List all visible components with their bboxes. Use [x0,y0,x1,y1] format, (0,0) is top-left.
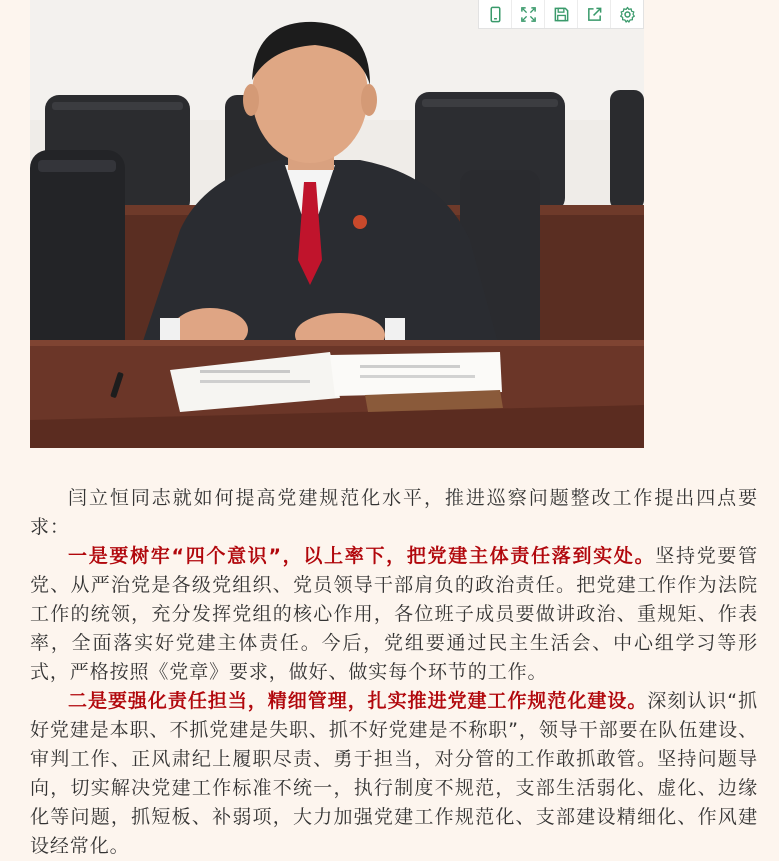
settings-button[interactable] [611,0,643,28]
fullscreen-button[interactable] [512,0,545,28]
article-body [30,484,758,861]
save-button[interactable] [545,0,578,28]
mobile-view-button[interactable] [479,0,512,28]
image-toolbar [478,0,644,29]
point-one-heading: 一是要树牢“四个意识”，以上率下，把党建主体责任落到实处。 [68,545,656,567]
share-button[interactable] [578,0,611,28]
settings-icon [619,6,636,23]
point-two-heading: 二是要强化责任担当，精细管理，扎实推进党建工作规范化建设。 [68,690,648,712]
share-icon [586,6,603,23]
paragraph-point-one [30,542,758,687]
save-icon [553,6,570,23]
point-two-body: 深刻认识“抓好党建是本职、不抓党建是失职、抓不好党建是不称职”，领导干部要在队伍建设、审判工作、正风肃纪上履职尽责、勇于担当，对分管的工作敢抓敢管。坚持问题导向，切实解决党建工作标准不统一，执行制度不规范，支部生活弱化、虚化、边缘化等问题，抓短板、补弱项，大力加强党建工作规范化、支部建设精细化、作风建设经常化。 [30,690,758,857]
mobile-view-icon [487,6,504,23]
article-photo [30,0,644,448]
fullscreen-icon [520,6,537,23]
paragraph-point-two [30,687,758,861]
paragraph-intro: 闫立恒同志就如何提高党建规范化水平，推进巡察问题整改工作提出四点要求： [30,487,758,538]
point-one-body: 坚持党要管党、从严治党是各级党组织、党员领导干部肩负的政治责任。把党建工作作为法院工作的统领，充分发挥党组的核心作用，各位班子成员要做讲政治、重规矩、作表率，全面落实好党建主体责任。今后，党组要通过民主生活会、中心组学习等形式，严格按照《党章》要求，做好、做实每个环节的工作。 [30,545,758,683]
